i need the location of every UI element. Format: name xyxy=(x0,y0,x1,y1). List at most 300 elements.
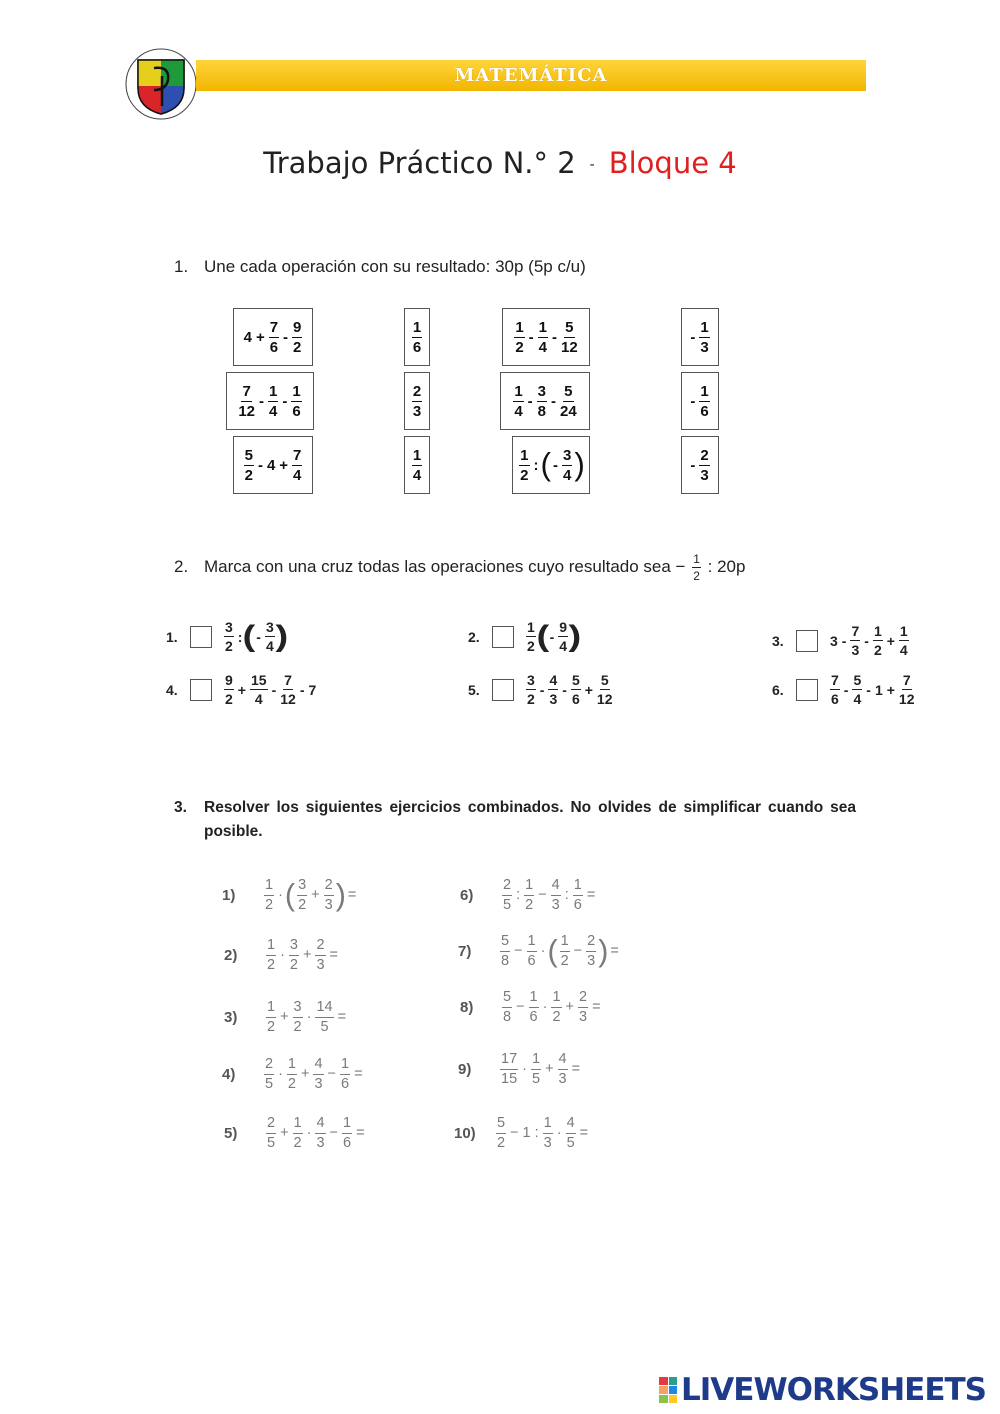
numerator: 7 xyxy=(269,318,279,336)
exercise-expression xyxy=(262,878,358,912)
fraction xyxy=(514,320,524,355)
numerator: 1 xyxy=(693,552,700,566)
fraction xyxy=(560,934,570,968)
fraction xyxy=(292,320,302,355)
match-box-col4[interactable] xyxy=(681,436,719,494)
operator: · xyxy=(278,1066,283,1082)
fraction xyxy=(313,1057,323,1091)
denominator: 5 xyxy=(531,1070,541,1087)
operator: - xyxy=(690,328,696,346)
fraction xyxy=(699,448,709,483)
fraction xyxy=(558,1052,568,1086)
numerator: 9 xyxy=(559,619,568,635)
question-text: Une cada operación con su resultado: 30p (5p c/u) xyxy=(204,257,586,276)
denominator: 3 xyxy=(558,1070,567,1087)
operator: - xyxy=(271,681,277,698)
fraction xyxy=(291,384,301,419)
operator: − xyxy=(514,943,523,959)
page-title xyxy=(0,146,1000,180)
option-checkbox[interactable] xyxy=(190,626,212,648)
numerator: 1 xyxy=(412,446,422,464)
denominator: 24 xyxy=(560,402,577,420)
fraction xyxy=(293,1000,303,1034)
operator: - xyxy=(841,632,847,649)
numerator: 1 xyxy=(287,1057,297,1075)
operator: - xyxy=(690,392,696,410)
exercise-7 xyxy=(458,934,621,968)
brand-footer xyxy=(659,1372,986,1408)
parenthesis: ( xyxy=(536,619,550,653)
parenthesis: ( xyxy=(540,446,551,483)
fraction xyxy=(324,878,334,912)
numerator: 1 xyxy=(264,878,274,896)
match-box-col2[interactable] xyxy=(404,308,430,366)
option-label: 5. xyxy=(468,681,480,698)
operator: + xyxy=(565,999,575,1015)
match-box-col2[interactable] xyxy=(404,436,430,494)
target-fraction xyxy=(692,553,701,582)
fraction xyxy=(500,934,510,968)
match-box-col3[interactable] xyxy=(500,372,590,430)
numerator: 17 xyxy=(500,1052,518,1070)
denominator: 2 xyxy=(267,1018,276,1035)
denominator: 2 xyxy=(287,1075,296,1092)
denominator: 8 xyxy=(537,402,546,420)
question-number: 3. xyxy=(174,799,187,816)
fraction xyxy=(268,384,278,419)
match-box-col1[interactable] xyxy=(233,308,313,366)
operator: - xyxy=(539,681,545,698)
operator: · xyxy=(306,1009,312,1025)
numerator: 3 xyxy=(537,382,546,400)
numerator: 1 xyxy=(266,1000,276,1018)
denominator: 3 xyxy=(412,402,422,420)
numerator: 1 xyxy=(551,990,561,1008)
operator: = xyxy=(586,887,596,903)
operator: = xyxy=(610,943,619,959)
operator: : xyxy=(534,1125,539,1141)
fraction xyxy=(899,624,909,657)
fraction xyxy=(513,384,523,419)
option-expression xyxy=(828,673,917,706)
option-checkbox[interactable] xyxy=(190,679,212,701)
denominator: 2 xyxy=(265,896,274,913)
denominator: 6 xyxy=(527,952,536,969)
parenthesis: ) xyxy=(574,446,585,483)
exercise-label: 5) xyxy=(224,1124,238,1142)
operator: + xyxy=(303,947,312,963)
numerator: 3 xyxy=(297,878,307,896)
denominator: 12 xyxy=(280,691,296,707)
operator: - xyxy=(553,456,558,474)
whole-number: 3 xyxy=(830,632,838,649)
fraction xyxy=(224,673,234,706)
operator: · xyxy=(540,943,546,959)
whole-number: 7 xyxy=(308,681,317,698)
fraction xyxy=(289,938,299,972)
numerator: 3 xyxy=(527,672,535,688)
numerator: 7 xyxy=(831,672,839,688)
fraction xyxy=(244,448,254,483)
fraction xyxy=(412,448,422,483)
numerator: 4 xyxy=(313,1057,323,1075)
denominator: 2 xyxy=(527,691,535,707)
option-checkbox[interactable] xyxy=(796,630,818,652)
denominator: 3 xyxy=(316,1134,325,1151)
option-checkbox[interactable] xyxy=(492,679,514,701)
denominator: 4 xyxy=(514,402,523,420)
exercise-label: 6) xyxy=(460,886,474,904)
exercise-label: 2) xyxy=(224,946,238,964)
numerator: 4 xyxy=(551,878,561,896)
school-logo xyxy=(124,46,198,122)
denominator: 12 xyxy=(596,691,613,707)
fraction xyxy=(699,320,709,355)
operator: - xyxy=(256,628,261,645)
exercise-expression xyxy=(500,990,603,1024)
fraction xyxy=(287,1057,297,1091)
numerator: 1 xyxy=(531,1052,541,1070)
operator: = xyxy=(571,1061,581,1077)
fraction xyxy=(551,990,561,1024)
operator: + xyxy=(886,632,895,649)
numerator: 1 xyxy=(524,878,534,896)
fraction xyxy=(560,384,577,419)
fraction xyxy=(597,673,613,706)
denominator: 2 xyxy=(560,952,569,969)
denominator: 2 xyxy=(525,896,534,913)
operator: + xyxy=(311,887,320,903)
match-box-col1[interactable] xyxy=(226,372,314,430)
numerator: 5 xyxy=(564,382,573,400)
denominator: 4 xyxy=(293,466,302,484)
numerator: 5 xyxy=(500,934,510,952)
fraction xyxy=(412,384,422,419)
option-expression xyxy=(524,673,615,706)
operator: + xyxy=(279,456,289,474)
fraction xyxy=(265,620,275,653)
numerator: 1 xyxy=(269,382,278,400)
numerator: 1 xyxy=(560,934,570,952)
parenthesis: ) xyxy=(598,933,609,968)
fraction xyxy=(266,938,276,972)
fraction xyxy=(830,673,840,706)
whole-number: 1 xyxy=(874,681,883,698)
numerator: 1 xyxy=(342,1116,352,1134)
option-checkbox[interactable] xyxy=(492,626,514,648)
operator: = xyxy=(354,1066,363,1082)
option-label: 4. xyxy=(166,681,178,698)
numerator: 14 xyxy=(315,1000,333,1018)
exercise-1 xyxy=(222,878,358,912)
operator: · xyxy=(542,999,548,1015)
exercise-2 xyxy=(224,938,340,972)
denominator: 6 xyxy=(412,338,422,356)
option-label: 2. xyxy=(468,628,480,645)
fraction xyxy=(266,1000,276,1034)
operator: - xyxy=(552,328,557,346)
denominator: 2 xyxy=(289,956,298,973)
exercise-4 xyxy=(222,1057,365,1091)
numerator: 7 xyxy=(851,623,860,639)
numerator: 5 xyxy=(244,446,253,464)
operator: - xyxy=(528,328,534,346)
question-2 xyxy=(174,553,745,582)
numerator: 4 xyxy=(315,1116,325,1134)
match-box-col3[interactable] xyxy=(512,436,590,494)
denominator: 2 xyxy=(293,1018,302,1035)
denominator: 2 xyxy=(293,338,302,356)
operator: - xyxy=(866,681,871,698)
option-expression xyxy=(524,620,580,653)
operator: + xyxy=(584,681,593,698)
denominator: 5 xyxy=(503,896,512,913)
operator: - xyxy=(257,456,263,474)
denominator: 6 xyxy=(831,691,839,707)
question-number: 2. xyxy=(174,556,189,576)
exercise-label: 10) xyxy=(454,1124,476,1142)
numerator: 4 xyxy=(549,672,558,688)
operator: = xyxy=(592,999,601,1015)
exercise-expression xyxy=(262,1057,365,1091)
match-box-col2[interactable] xyxy=(404,372,430,430)
numerator: 5 xyxy=(853,672,862,688)
fraction xyxy=(527,934,537,968)
denominator: 6 xyxy=(292,402,301,420)
option-4 xyxy=(166,673,318,706)
option-3 xyxy=(772,624,911,657)
exercise-label: 7) xyxy=(458,942,472,960)
operator: = xyxy=(579,1125,589,1141)
operator: = xyxy=(347,887,357,903)
fraction xyxy=(899,673,915,706)
denominator: 6 xyxy=(529,1008,538,1025)
denominator: 6 xyxy=(341,1075,350,1092)
option-6 xyxy=(772,673,917,706)
option-label: 3. xyxy=(772,632,784,649)
exercise-label: 9) xyxy=(458,1060,472,1078)
numerator: 1 xyxy=(899,623,908,639)
numerator: 1 xyxy=(340,1057,350,1075)
operator: · xyxy=(278,887,283,903)
exercise-expression xyxy=(494,1116,590,1150)
exercise-expression xyxy=(500,878,597,912)
parenthesis: ) xyxy=(568,619,582,653)
operator: + xyxy=(237,681,246,698)
match-box-col1[interactable] xyxy=(233,436,313,494)
denominator: 2 xyxy=(552,1008,561,1025)
option-5 xyxy=(468,673,615,706)
numerator: 7 xyxy=(902,672,911,688)
fraction xyxy=(571,673,581,706)
fraction xyxy=(238,384,255,419)
numerator: 7 xyxy=(293,446,302,464)
question-1 xyxy=(174,257,586,277)
question-points: : 20p xyxy=(707,556,746,576)
exercise-10 xyxy=(454,1116,590,1150)
option-label: 1. xyxy=(166,628,178,645)
denominator: 4 xyxy=(899,642,908,658)
block-label: Bloque 4 xyxy=(608,146,737,180)
numerator: 1 xyxy=(266,938,276,956)
exercise-expression xyxy=(498,1052,582,1086)
numerator: 1 xyxy=(293,1116,303,1134)
denominator: 12 xyxy=(898,691,915,707)
fraction xyxy=(502,878,512,912)
title-separator: - xyxy=(589,157,595,173)
operator: − xyxy=(516,999,525,1015)
operator: - xyxy=(527,392,533,410)
brand-name: LIVEWORKSHEETS xyxy=(681,1372,986,1408)
exercise-label: 3) xyxy=(224,1008,238,1026)
fraction xyxy=(264,878,274,912)
fraction xyxy=(524,878,534,912)
denominator: 6 xyxy=(571,691,580,707)
numerator: 4 xyxy=(566,1116,576,1134)
operator: - xyxy=(864,632,869,649)
denominator: 3 xyxy=(551,896,560,913)
numerator: 1 xyxy=(573,878,583,896)
numerator: 2 xyxy=(502,878,512,896)
fraction xyxy=(502,990,512,1024)
operator: = xyxy=(356,1125,365,1141)
fraction xyxy=(292,448,302,483)
option-label: 6. xyxy=(772,681,784,698)
exercise-expression xyxy=(498,934,621,968)
denominator: 4 xyxy=(412,466,422,484)
operator: - xyxy=(283,328,289,346)
fraction xyxy=(531,1052,541,1086)
numerator: 1 xyxy=(412,318,422,336)
numerator: 1 xyxy=(543,1116,553,1134)
numerator: 5 xyxy=(496,1116,506,1134)
numerator: 2 xyxy=(586,934,596,952)
whole-number: 1 xyxy=(522,1125,531,1141)
title-text: Trabajo Práctico N.° 2 xyxy=(263,146,576,180)
numerator: 1 xyxy=(527,619,535,635)
fraction xyxy=(699,384,709,419)
denominator: 2 xyxy=(873,642,882,658)
numerator: 1 xyxy=(700,318,709,336)
denominator: 4 xyxy=(538,338,547,356)
denominator: 2 xyxy=(244,466,253,484)
operator: - xyxy=(259,392,264,410)
parenthesis: ( xyxy=(284,877,296,912)
fraction xyxy=(496,1116,506,1150)
fraction xyxy=(529,990,539,1024)
denominator: 2 xyxy=(497,1134,506,1151)
fraction xyxy=(297,878,307,912)
operator: - xyxy=(562,681,567,698)
operator: + xyxy=(886,681,895,698)
numerator: 2 xyxy=(324,878,334,896)
match-box-col4[interactable] xyxy=(681,372,719,430)
fraction xyxy=(293,1116,303,1150)
numerator: 3 xyxy=(289,938,299,956)
denominator: 4 xyxy=(559,638,568,654)
denominator: 4 xyxy=(853,691,862,707)
denominator: 4 xyxy=(563,466,572,484)
denominator: 12 xyxy=(238,402,255,420)
option-checkbox[interactable] xyxy=(796,679,818,701)
numerator: 5 xyxy=(571,672,580,688)
denominator: 4 xyxy=(269,402,278,420)
denominator: 8 xyxy=(503,1008,512,1025)
denominator: 2 xyxy=(293,1134,302,1151)
exercise-expression xyxy=(264,1116,367,1150)
numerator: 2 xyxy=(315,938,325,956)
operator: : xyxy=(516,887,521,903)
fraction xyxy=(315,938,325,972)
fraction xyxy=(315,1116,325,1150)
denominator: 3 xyxy=(579,1008,588,1025)
fraction xyxy=(526,673,536,706)
exercise-6 xyxy=(460,878,597,912)
operator: - xyxy=(690,456,696,474)
exercise-expression xyxy=(264,938,340,972)
numerator: 9 xyxy=(293,318,302,336)
denominator: 6 xyxy=(343,1134,352,1151)
operator: : xyxy=(533,456,539,474)
whole-number: 4 xyxy=(266,456,276,474)
fraction xyxy=(266,1116,276,1150)
match-box-col3[interactable] xyxy=(502,308,590,366)
numerator: 7 xyxy=(284,672,292,688)
operator: · xyxy=(306,1125,312,1141)
denominator: 2 xyxy=(520,466,529,484)
operator: − xyxy=(510,1125,519,1141)
question-3 xyxy=(174,796,856,844)
exercise-5 xyxy=(224,1116,367,1150)
denominator: 2 xyxy=(298,896,307,913)
denominator: 3 xyxy=(851,642,860,658)
numerator: 7 xyxy=(242,382,251,400)
numerator: 1 xyxy=(529,990,539,1008)
fraction xyxy=(280,673,296,706)
fraction xyxy=(566,1116,576,1150)
numerator: 15 xyxy=(250,672,267,688)
fraction xyxy=(543,1116,553,1150)
fraction xyxy=(573,878,583,912)
fraction xyxy=(500,1052,518,1086)
match-box-col4[interactable] xyxy=(681,308,719,366)
denominator: 6 xyxy=(269,338,279,356)
denominator: 3 xyxy=(700,338,709,356)
exercise-label: 4) xyxy=(222,1065,236,1083)
numerator: 2 xyxy=(266,1116,276,1134)
fraction xyxy=(578,990,588,1024)
denominator: 4 xyxy=(265,638,274,654)
operator: + xyxy=(280,1009,289,1025)
denominator: 5 xyxy=(566,1134,575,1151)
denominator: 6 xyxy=(573,896,582,913)
operator: · xyxy=(522,1061,527,1077)
exercise-label: 1) xyxy=(222,886,236,904)
operator: - xyxy=(282,392,288,410)
fraction xyxy=(340,1057,350,1091)
exercise-8 xyxy=(460,990,603,1024)
exercise-label: 8) xyxy=(460,998,474,1016)
operator: · xyxy=(556,1125,562,1141)
denominator: 3 xyxy=(314,1075,323,1092)
brand-logo-icon xyxy=(659,1377,677,1403)
operator: − xyxy=(573,943,583,959)
parenthesis: ) xyxy=(275,619,289,653)
numerator: 3 xyxy=(293,1000,303,1018)
numerator: 3 xyxy=(265,619,274,635)
numerator: 1 xyxy=(538,318,547,336)
operator: : xyxy=(564,887,569,903)
